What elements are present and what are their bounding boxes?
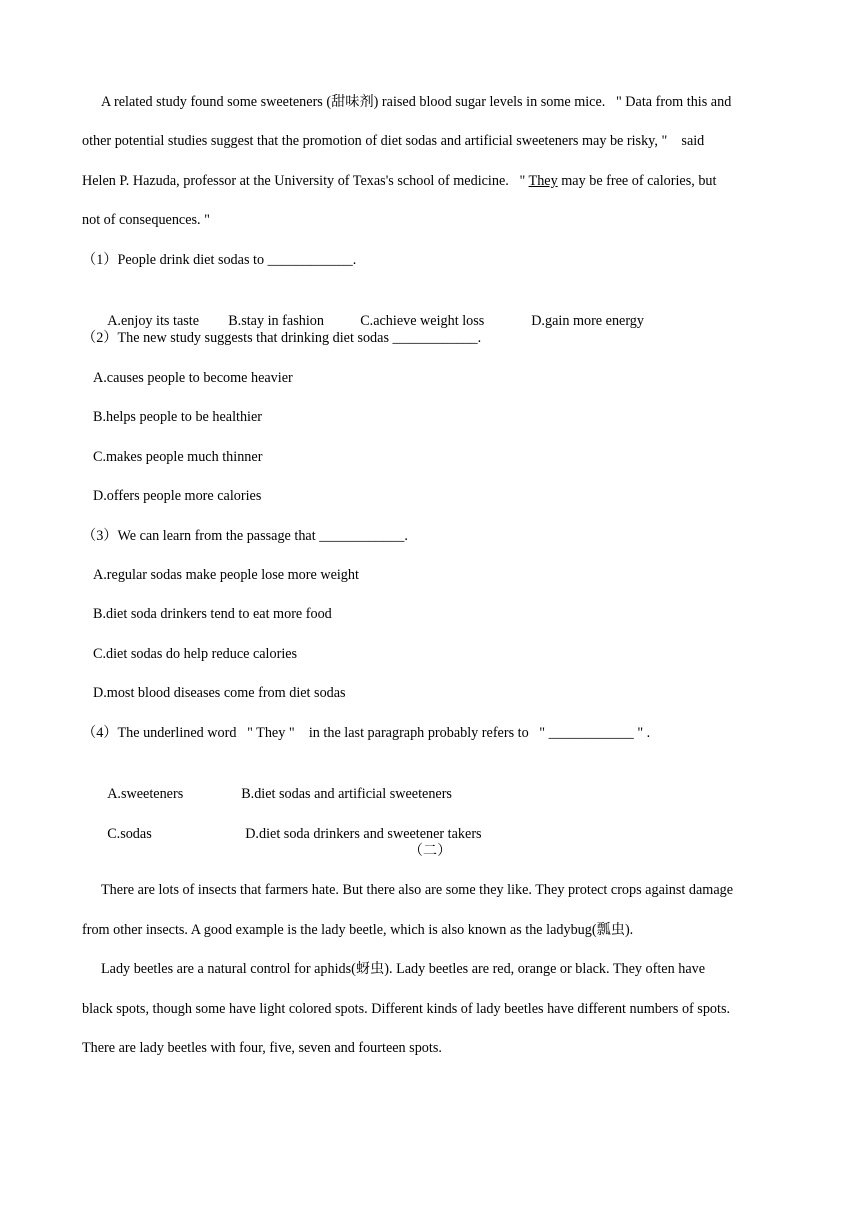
question-1-stem: （1）People drink diet sodas to ____________. [82,252,357,268]
question-1-options [93,288,793,329]
passage1-line-2: other potential studies suggest that the promotion of diet sodas and artificial sweeteners may be risky, " said [82,133,705,149]
question-3-option-c[interactable]: C.diet sodas do help reduce calories [93,646,298,662]
question-2-stem: （2）The new study suggests that drinking diet sodas ____________. [82,330,482,346]
question-4-options-row-1 [93,761,793,802]
section-heading: （二） [408,843,452,859]
passage2-p1-line-1: There are lots of insects that farmers hate. But there also are some they like. They protect crops against damage [101,882,734,898]
passage1-line-1: A related study found some sweeteners (甜味剂) raised blood sugar levels in some mice. " Data from this and [101,94,732,110]
passage1-line-3-start: Helen P. Hazuda, professor at the University of Texas's school of medicine. " [82,173,529,189]
passage2-p2-line-2: black spots, though some have light colored spots. Different kinds of lady beetles have different numbers of spots. [82,1001,731,1017]
passage1-line-4: not of consequences. " [82,212,210,228]
underlined-word-they: They [528,173,558,189]
question-1-option-b[interactable]: B.stay in fashion [228,313,324,329]
question-4-option-d[interactable]: D.diet soda drinkers and sweetener takers [245,826,482,842]
question-4-option-c[interactable]: C.sodas [107,826,152,842]
question-2-option-c[interactable]: C.makes people much thinner [93,449,263,465]
question-2-option-a[interactable]: A.causes people to become heavier [93,370,293,386]
question-4-option-b[interactable]: B.diet sodas and artificial sweeteners [241,786,452,802]
question-1-option-d[interactable]: D.gain more energy [531,313,644,329]
question-4-option-a[interactable]: A.sweeteners [107,786,184,802]
passage2-p2-line-3: There are lady beetles with four, five, seven and fourteen spots. [82,1040,442,1056]
passage2-p1-line-2: from other insects. A good example is the lady beetle, which is also known as the ladybug(瓢虫). [82,922,634,938]
passage1-line-3-end: may be free of calories, but [557,173,717,189]
passage2-p2-line-1: Lady beetles are a natural control for aphids(蚜虫). Lady beetles are red, orange or black. They often have [101,961,706,977]
question-2-option-b[interactable]: B.helps people to be healthier [93,409,263,425]
question-2-option-d[interactable]: D.offers people more calories [93,488,262,504]
passage1-line-3 [82,170,782,192]
question-3-option-d[interactable]: D.most blood diseases come from diet sodas [93,685,346,701]
question-1-option-c[interactable]: C.achieve weight loss [360,313,485,329]
question-3-option-b[interactable]: B.diet soda drinkers tend to eat more food [93,606,332,622]
question-4-options-row-2 [93,801,793,842]
question-4-stem: （4）The underlined word " They " in the last paragraph probably refers to " ____________ " . [82,725,651,741]
question-3-stem: （3）We can learn from the passage that ____________. [82,528,408,544]
question-3-option-a[interactable]: A.regular sodas make people lose more weight [93,567,359,583]
question-1-option-a[interactable]: A.enjoy its taste [107,313,199,329]
